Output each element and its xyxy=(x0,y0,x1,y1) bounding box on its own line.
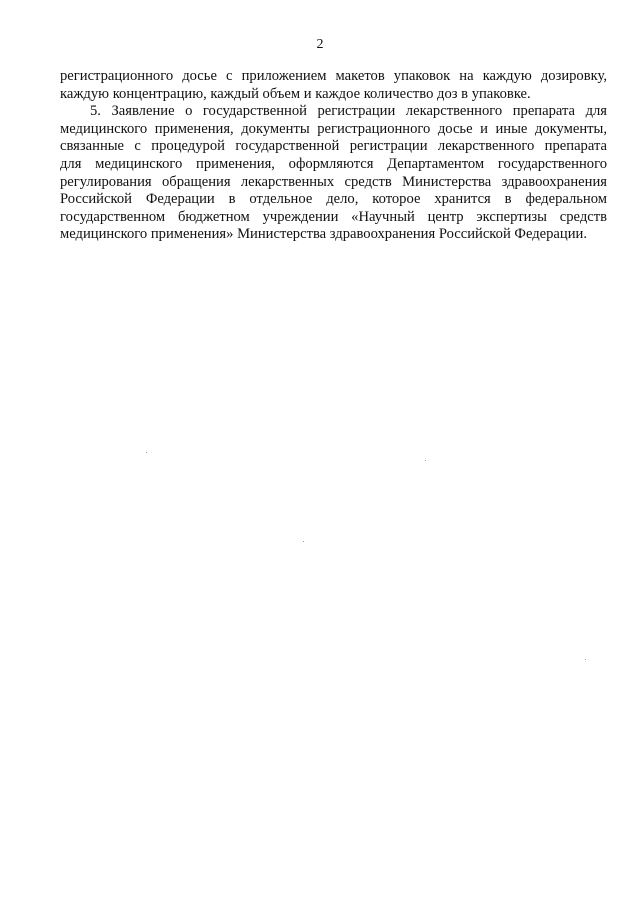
scan-speck xyxy=(425,460,426,461)
page-number: 2 xyxy=(316,37,324,52)
text-line: регулирования обращения лекарственных средств Министерства здравоохранения xyxy=(60,173,607,190)
text-line: 5. Заявление о государственной регистрации лекарственного препарата для xyxy=(90,103,607,120)
text-line: регистрационного досье с приложением макетов упаковок на каждую дозировку, xyxy=(60,68,607,84)
scan-speck xyxy=(303,541,304,542)
document-body xyxy=(60,68,607,244)
text-line: Российской Федерации в отдельное дело, которое хранится в федеральном xyxy=(60,191,607,208)
text-line: связанные с процедурой государственной регистрации лекарственного препарата xyxy=(60,138,607,155)
text-line: медицинского применения» Министерства здравоохранения Российской Федерации. xyxy=(60,226,587,243)
paragraph-item-5 xyxy=(60,103,607,244)
scan-speck xyxy=(585,659,586,660)
text-line: каждую концентрацию, каждый объем и каждое количество доз в упаковке. xyxy=(60,85,531,102)
text-line: для медицинского применения, оформляются Департаментом государственного xyxy=(60,155,607,172)
text-line: медицинского применения, документы регистрационного досье и иные документы, xyxy=(60,120,607,137)
scan-speck xyxy=(146,452,147,453)
paragraph-continuation xyxy=(60,68,607,103)
text-line: государственном бюджетном учреждении «Научный центр экспертизы средств xyxy=(60,208,607,225)
